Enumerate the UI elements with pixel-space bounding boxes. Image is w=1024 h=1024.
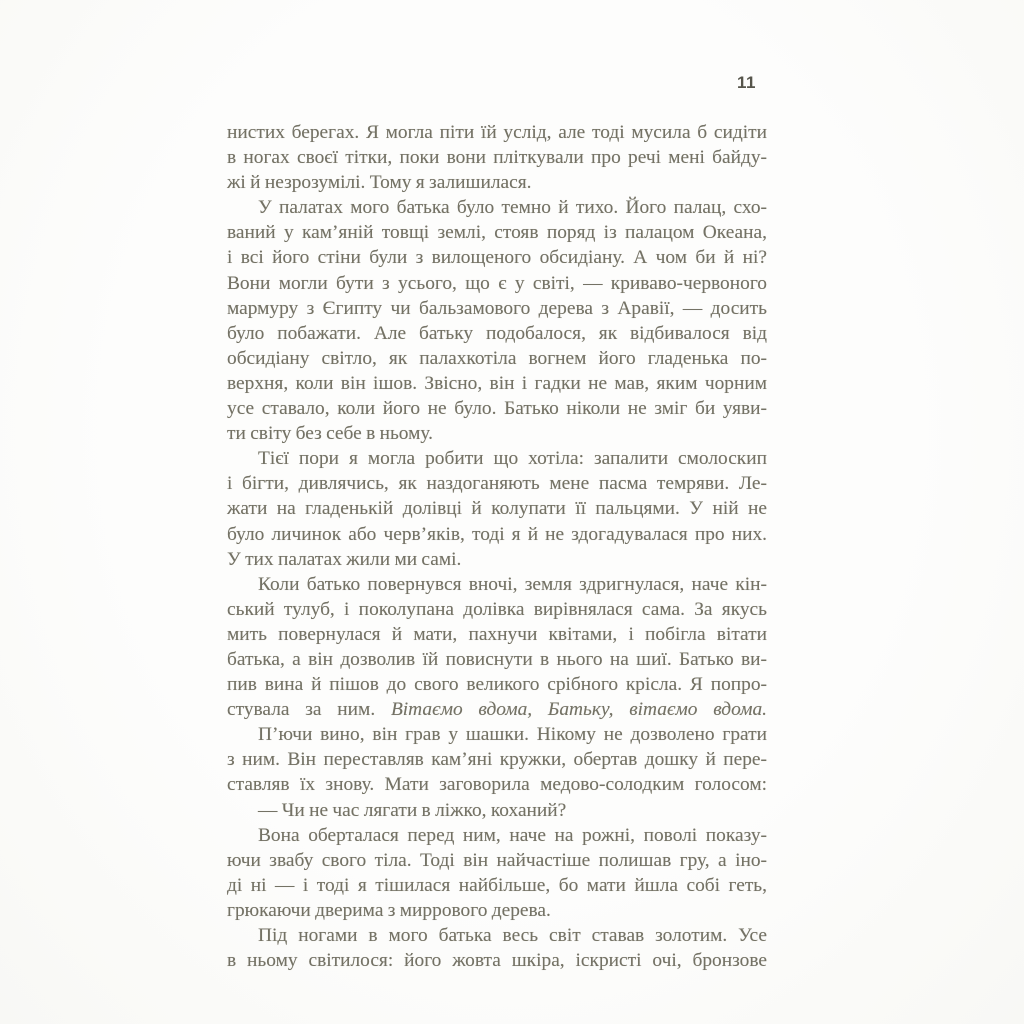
text-line: ти світу без себе в ньому.: [227, 423, 434, 445]
body-text: [227, 120, 767, 973]
text-line: ський тулуб, і поколупана долівка вирівнялася сама. За якусь: [227, 598, 767, 620]
text-line: жати на гладенькій долівці й колупати її пальцями. У ній не: [227, 498, 767, 520]
text-line: і всі його стіни були з вилощеного обсидіану. А чом би й ні?: [227, 247, 767, 269]
text-line: Під ногами в мого батька весь світ ставав золотим. Усе: [258, 925, 767, 946]
text-line: з ним. Він переставляв кам’яні кружки, обертав дошку й пере-: [227, 749, 767, 771]
text-line: ді ні — і тоді я тішилася найбільше, бо мати йшла собі геть,: [227, 874, 767, 896]
text-line: мить повернулася й мати, пахнучи квітами, і побігла вітати: [227, 623, 767, 645]
text-line: верхня, коли він ішов. Звісно, він і гадки не мав, яким чорним: [227, 372, 767, 394]
text-line: ставляв їх знову. Мати заговорила медово-солодким голосом:: [227, 774, 767, 796]
text-line: пив вина й пішов до свого великого срібного крісла. Я попро-: [227, 674, 767, 696]
text-line: обсидіану світло, як палахкотіла вогнем його гладенька по-: [227, 347, 767, 369]
text-line: і бігти, дивлячись, як наздоганяють мене пасма темряви. Ле-: [227, 473, 767, 495]
text-line: грюкаючи дверима з миррового дерева.: [227, 899, 551, 921]
text-line: було личинок або черв’яків, тоді я й не здогадувалася про них.: [227, 523, 767, 545]
text-line: в ньому світилося: його жовта шкіра, іскристі очі, бронзове: [227, 950, 767, 972]
text-line: Коли батько повернувся вночі, земля здригнулася, наче кін-: [258, 573, 767, 595]
text-line: Вона оберталася перед ним, наче на рожні, поволі показу-: [258, 824, 767, 846]
text-line: було побажати. Але батьку подобалося, як відбивалося від: [227, 322, 767, 344]
text-line: У тих палатах жили ми самі.: [227, 548, 462, 570]
page-number: 11: [737, 73, 756, 92]
text-line: П’ючи вино, він грав у шашки. Нікому не дозволено грати: [258, 724, 767, 746]
text-line: батька, а він дозволив їй повиснути в нього на шиї. Батько ви-: [227, 648, 767, 670]
text-line: [227, 697, 767, 722]
text-line: в ногах своєї тітки, поки вони пліткували про речі мені байду-: [227, 147, 767, 169]
text-line: ючи звабу свого тіла. Тоді він найчастіше полишав гру, а іно-: [227, 849, 767, 871]
text-line: Вони могли бути з усього, що є у світі, — криваво-червоного: [227, 272, 767, 294]
text-line: ваний у кам’яній товщі землі, стояв поряд із палацом Океана,: [227, 222, 767, 244]
text-segment: стувала за ним.: [227, 699, 391, 721]
text-line: мармуру з Єгипту чи бальзамового дерева з Аравії, — досить: [227, 297, 767, 319]
text-line-dialogue: — Чи не час лягати в ліжко, коханий?: [258, 799, 567, 821]
text-segment-italic: Вітаємо вдома, Батьку, вітаємо вдома.: [390, 699, 767, 721]
text-line: жі й незрозумілі. Тому я залишилася.: [227, 172, 532, 194]
text-line: У палатах мого батька було темно й тихо. Його палац, схо-: [258, 197, 767, 219]
text-line: усе ставало, коли його не було. Батько ніколи не зміг би уяви-: [227, 398, 767, 420]
text-line: Тієї пори я могла робити що хотіла: запалити смолоскип: [258, 448, 767, 470]
text-line: нистих берегах. Я могла піти їй услід, але тоді мусила б сидіти: [227, 122, 767, 143]
